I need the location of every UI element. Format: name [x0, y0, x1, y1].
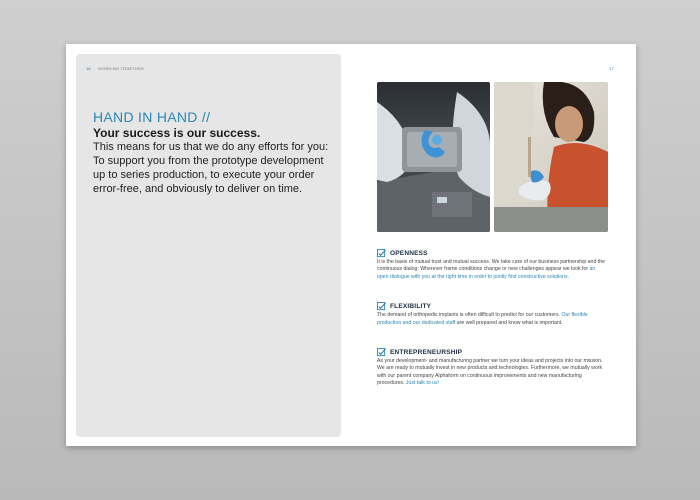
left-folio [86, 66, 144, 71]
brochure-spread [66, 44, 636, 446]
photo-technician [494, 82, 608, 232]
section-text-part: are well prepared and know what is important. [455, 319, 563, 326]
right-page-number: 17 [609, 66, 614, 71]
section-text [377, 358, 607, 388]
photo-hands-implant [377, 82, 490, 232]
section-text-part: As your development- and manufacturing partner we turn your ideas and projects into our mission. We are ready to mutually invest in new products and technologies. Furthermore, we mutually work with our parent company Alphaform on continuous improvements and new manufacturing procedures. [377, 358, 603, 387]
section-title: ENTREPRENEURSHIP [390, 348, 463, 356]
checkbox-check-icon [377, 249, 386, 258]
checkbox-check-icon [377, 302, 386, 311]
section-highlight: Our flexible production and our dedicated staff [377, 312, 588, 326]
section-text-part: The demand of orthopedic implants is often difficult to predict for our customers. [377, 312, 562, 319]
section-text [377, 312, 607, 327]
section-highlight: an open dialogue with you at the right time in order to jointly find constructive solutions. [377, 266, 596, 280]
section-entrepreneurship [377, 347, 607, 388]
section-title: OPENNESS [390, 249, 428, 257]
left-page-number: 16 [86, 66, 91, 71]
section-highlight: Just talk to us! [405, 380, 440, 387]
values-list [377, 248, 607, 400]
page-title: HAND IN HAND // [93, 109, 211, 125]
checkbox-check-icon [377, 348, 386, 357]
intro-paragraph: This means for us that we do any efforts for you: To support you from the prototype development up to series production, to execute your order error-free, and obviously to deliver on time. [93, 141, 329, 195]
section-name: WORKING TOGETHER [98, 66, 145, 71]
section-title: FLEXIBILITY [390, 302, 432, 310]
page-subtitle: Your success is our success. [93, 126, 261, 140]
headline-block [93, 110, 333, 196]
section-text [377, 259, 607, 281]
section-flexibility [377, 301, 607, 327]
section-openness [377, 248, 607, 281]
section-text-part: It is the basis of mutual trust and mutual success. We take care of our business partnership and the continuous dialog: Wherever frame conditions change or new challenges appear we look for [377, 259, 605, 273]
